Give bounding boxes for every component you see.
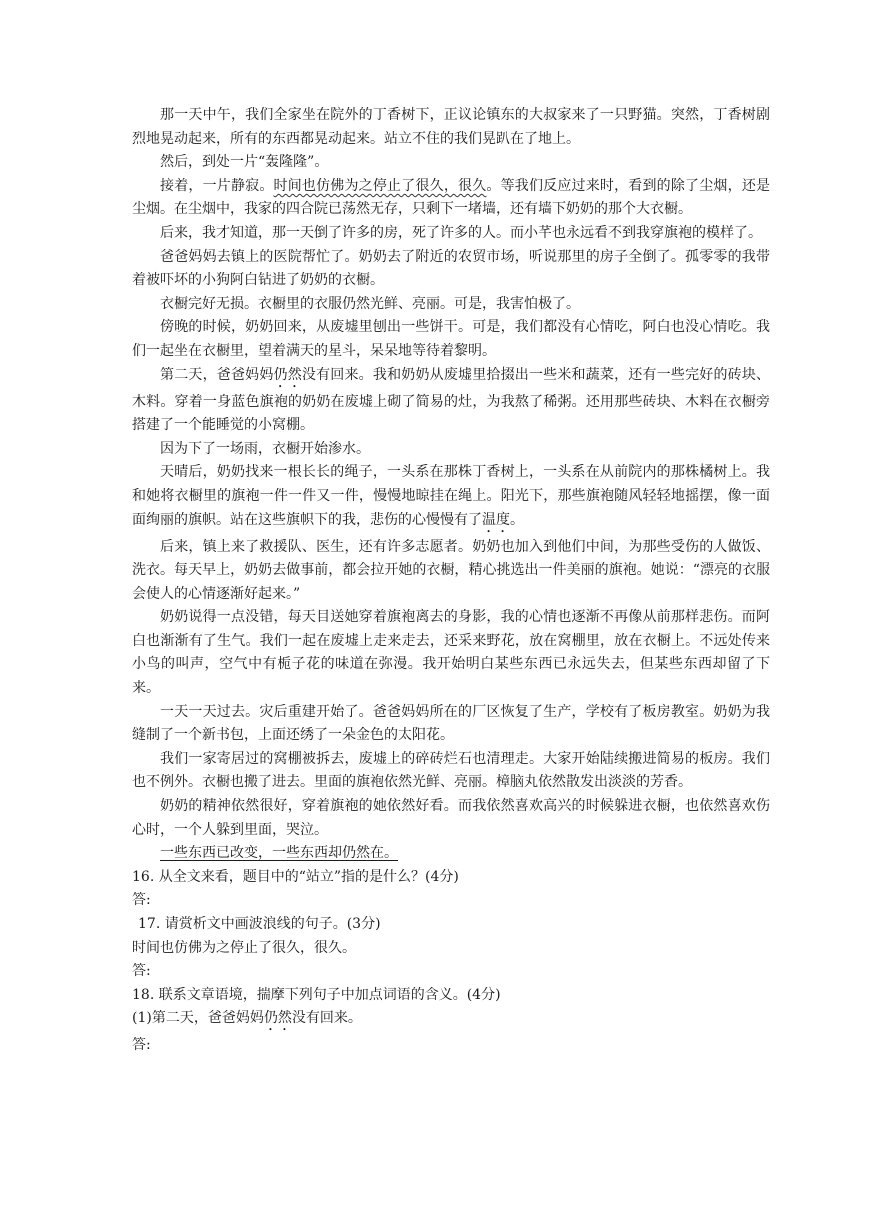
paragraph-10-after: 。 — [510, 511, 524, 528]
answer-18-label: 答: — [132, 1037, 151, 1054]
paragraph-9: 因为下了一场雨，衣橱开始渗水。 — [160, 440, 370, 457]
paragraph-7: 傍晚的时候，奶奶回来，从废墟里刨出一些饼干。可是，我们都没有心情吃，阿白也没心情吃。我们一起坐在衣橱里，望着满天的星斗，呆呆地等待着黎明。 — [132, 319, 770, 359]
underlined-closing-sentence: 一些东西已改变，一些东西却仍然在。 — [160, 845, 398, 862]
paragraph-3-after: 。等我们反应过来时，看到的除了尘烟，还是尘烟。在尘烟中，我家的四合院已荡然无存，只剩下一堵墙，还有墙下奶奶的那个大衣橱。 — [132, 177, 771, 218]
paragraph-12: 奶奶说得一点没错，每天目送她穿着旗袍离去的身影，我的心情也逐渐不再像从前那样悲伤。而阿白也渐渐有了生气。我们一起在废墟上走来走去，还采来野花，放在窝棚里，放在衣橱上。不远处传来小鸟的叫声，空气中有栀子花的味道在弥漫。我开始明白某些东西已永远失去，但某些东西却留了下来。 — [132, 609, 770, 697]
paragraph-5: 爸爸妈妈去镇上的医院帮忙了。奶奶去了附近的农贸市场，听说那里的房子全倒了。孤零零的我带着被吓坏的小狗阿白钻进了奶奶的衣橱。 — [132, 248, 770, 289]
dotted-word-wendu: 温度 — [482, 511, 510, 528]
paragraph-15: 奶奶的精神依然很好，穿着旗袍的她依然好看。而我依然喜欢高兴的时候躲进衣橱，也依然喜欢伤心时，一个人躲到里面，哭泣。 — [132, 798, 770, 838]
answer-16-label: 答: — [132, 892, 151, 909]
paragraph-13: 一天一天过去。灾后重建开始了。爸爸妈妈所在的厂区恢复了生产，学校有了板房教室。奶奶为我缝制了一个新书包，上面还绣了一朵金色的太阳花。 — [132, 703, 770, 744]
paragraph-3 — [132, 175, 770, 222]
question-18-item-1 — [132, 1007, 770, 1034]
question-17: 17. 请赏析文中画波浪线的句子。(3分) — [138, 916, 381, 932]
paragraph-3-before: 接着，一片静寂。 — [160, 177, 274, 194]
question-17-quote: 时间也仿佛为之停止了很久，很久。 — [132, 939, 356, 956]
answer-17-label: 答: — [132, 963, 151, 980]
reading-passage — [132, 104, 770, 1058]
paragraph-10-before: 天晴后，奶奶找来一根长长的绳子，一头系在那株丁香树上，一头系在从前院内的那株橘树上。我和她将衣橱里的旗袍一件一件又一件，慢慢地晾挂在绳上。阳光下，那些旗袍随风轻轻地摇摆，像一面面绚丽的旗帜。站在这些旗帜下的我，悲伤的心慢慢有了 — [132, 464, 770, 528]
question-18-item-before: (1)第二天，爸爸妈妈 — [132, 1010, 264, 1027]
paragraph-14: 我们一家寄居过的窝棚被拆去，废墟上的碎砖烂石也清理走。大家开始陆续搬进简易的板房。我们也不例外。衣橱也搬了进去。里面的旗袍依然光鲜、亮丽。樟脑丸依然散发出淡淡的芳香。 — [132, 750, 770, 791]
paragraph-8 — [132, 364, 770, 438]
paragraph-6: 衣橱完好无损。衣橱里的衣服仍然光鲜、亮丽。可是，我害怕极了。 — [160, 295, 580, 312]
dotted-word-rengran: 仍然 — [273, 366, 302, 383]
paragraph-10 — [132, 461, 770, 535]
paragraph-11: 后来，镇上来了救援队、医生，还有许多志愿者。奶奶也加入到他们中间，为那些受伤的人做饭、洗衣。每天早上，奶奶去做事前，都会拉开她的衣橱，精心挑选出一件美丽的旗袍。她说：“漂亮的衣服会使人的心情逐渐好起来。” — [132, 538, 770, 602]
question-16: 16. 从全文来看，题目中的“站立”指的是什么？(4分) — [132, 868, 459, 885]
wavy-underlined-sentence: 时间也仿佛为之停止了很久，很久 — [273, 177, 487, 194]
paragraph-8-before: 第二天，爸爸妈妈 — [160, 366, 274, 383]
closing-line — [132, 842, 770, 866]
paragraph-8-after: 没有回来。我和奶奶从废墟里拾掇出一些米和蔬菜，还有一些完好的砖块、木料。穿着一身蓝色旗袍的奶奶在废墟上砌了简易的灶，为我熬了稀粥。还用那些砖块、木料在衣橱旁搭建了一个能睡觉的小窝棚。 — [132, 366, 771, 434]
paragraph-1: 那一天中午，我们全家坐在院外的丁香树下，正议论镇东的大叔家来了一只野猫。突然，丁香树剧烈地晃动起来，所有的东西都晃动起来。站立不住的我们晃趴在了地上。 — [132, 107, 770, 147]
question-18-item-after: 没有回来。 — [291, 1010, 362, 1027]
paragraph-2: 然后，到处一片“轰隆隆”。 — [160, 154, 329, 171]
question-18-dotted-word: 仍然 — [263, 1010, 292, 1027]
question-18: 18. 联系文章语境，揣摩下列句子中加点词语的含义。(4分) — [132, 986, 501, 1003]
paragraph-4: 后来，我才知道，那一天倒了许多的房，死了许多的人。而小芊也永远看不到我穿旗袍的模样了。 — [160, 224, 762, 241]
